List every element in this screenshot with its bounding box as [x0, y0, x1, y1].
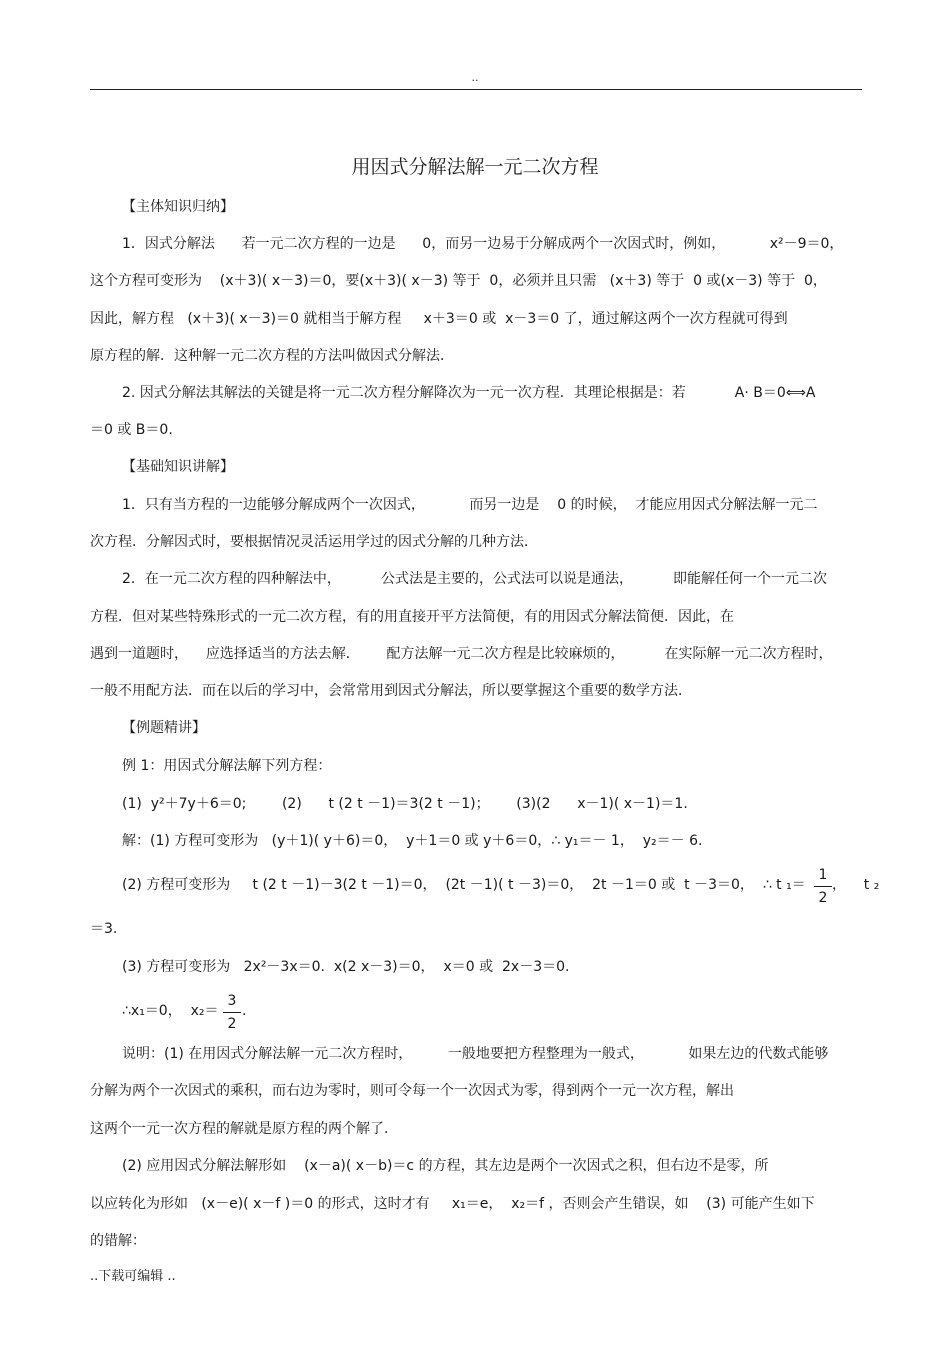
paragraph-line: 原方程的解．这种解一元二次方程的方法叫做因式分解法． — [90, 348, 454, 364]
example-heading: 例 1：用因式分解法解下列方程： — [122, 758, 332, 774]
fraction-denominator: 2 — [227, 1016, 237, 1032]
header-rule — [90, 89, 862, 90]
paragraph-line: 次方程．分解因式时，要根据情况灵活运用学过的因式分解的几种方法． — [90, 534, 538, 550]
solution-line: ∴x₁＝0， x₂＝ — [122, 1003, 219, 1019]
paragraph-line: 1．只有当方程的一边能够分解成两个一次因式， 而另一边是 0 的时候， 才能应用因式分解法解一元二 — [122, 497, 818, 513]
paragraph-line: 2．在一元二次方程的四种解法中， 公式法是主要的，公式法可以说是通法， 即能解任何一个一元二次 — [122, 571, 828, 587]
paragraph-line: 1．因式分解法 若一元二次方程的一边是 0，而另一边易于分解成两个一次因式时，例如， x²－9＝0， — [122, 236, 844, 252]
note-line: 以应转化为形如 (x－e)( x－f )＝0 的形式，这时才有 x₁＝e， x₂＝f ，否则会产生错误，如 (3) 可能产生如下 — [90, 1196, 815, 1212]
solution-line-tail: . — [242, 1003, 247, 1019]
section-heading-summary: 【主体知识归纳】 — [122, 199, 234, 215]
solution-line: 解：(1) 方程可变形为 (y＋1)( y＋6)＝0， y＋1＝0 或 y＋6＝0，∴ y₁＝－ 1， y₂＝－ 6. — [122, 833, 703, 849]
footer-text: ..下载可编辑 .. — [90, 1269, 176, 1284]
fraction-numerator: 3 — [227, 993, 237, 1009]
paragraph-line: 方程．但对某些特殊形式的一元二次方程，有的用直接开平方法简便，有的用因式分解法简便．因此，在 — [90, 609, 734, 625]
note-line: 这两个一元一次方程的解就是原方程的两个解了． — [90, 1121, 398, 1137]
paragraph-line: 一般不用配方法．而在以后的学习中，会常常用到因式分解法，所以要掌握这个重要的数学方法． — [90, 683, 692, 699]
solution-line: (3) 方程可变形为 2x²－3x＝0. x(2 x－3)＝0， x＝0 或 2x－3＝0. — [122, 959, 570, 975]
section-heading-basics: 【基础知识讲解】 — [122, 459, 234, 475]
paragraph-line: 2. 因式分解法其解法的关键是将一元二次方程分解降次为一元一次方程．其理论根据是：若 A· B＝0⟺A — [122, 385, 816, 401]
paragraph-line: 因此，解方程 (x＋3)( x－3)＝0 就相当于解方程 x＋3＝0 或 x－3＝0 了，通过解这两个一次方程就可得到 — [90, 311, 788, 327]
paragraph-line: ＝0 或 B＝0. — [90, 422, 173, 438]
solution-line-tail: ， t ₂ — [832, 877, 880, 893]
fraction-numerator: 1 — [818, 867, 828, 883]
note-line: 分解为两个一次因式的乘积，而右边为零时，则可令每一个一次因式为零，得到两个一元一次方程，解出 — [90, 1083, 734, 1099]
solution-line: (2) 方程可变形为 t (2 t －1)－3(2 t －1)＝0， (2t －1)( t －3)＝0， 2t －1＝0 或 t －3＝0， ∴ t ₁＝ — [122, 877, 806, 893]
paragraph-line: 这个方程可变形为 (x＋3)( x－3)＝0，要(x＋3)( x－3) 等于 0，必须并且只需 (x＋3) 等于 0 或(x－3) 等于 0， — [90, 273, 827, 289]
note-line: 说明：(1) 在用因式分解法解一元二次方程时， 一般地要把方程整理为一般式， 如果左边的代数式能够 — [122, 1046, 829, 1062]
page-title: 用因式分解法解一元二次方程 — [351, 156, 599, 178]
fraction-t1 — [814, 866, 832, 907]
section-heading-examples: 【例题精讲】 — [122, 720, 206, 736]
solution-line: ＝3. — [90, 921, 118, 937]
example-equations: (1) y²＋7y＋6＝0; (2) t (2 t －1)＝3(2 t －1)； (3)(2 x－1)( x－1)＝1. — [122, 796, 688, 812]
note-line: (2) 应用因式分解法解形如 (x－a)( x－b)＝c 的方程，其左边是两个一次因式之积，但右边不是零，所 — [122, 1158, 769, 1174]
fraction-bar — [223, 1012, 241, 1013]
fraction-x2 — [223, 992, 241, 1033]
paragraph-line: 遇到一道题时， 应选择适当的方法去解． 配方法解一元二次方程是比较麻烦的， 在实际解一元二次方程时， — [90, 646, 833, 662]
header-dots: .. — [471, 71, 479, 84]
fraction-denominator: 2 — [818, 890, 828, 906]
fraction-bar — [814, 886, 832, 887]
note-line: 的错解： — [90, 1233, 146, 1249]
